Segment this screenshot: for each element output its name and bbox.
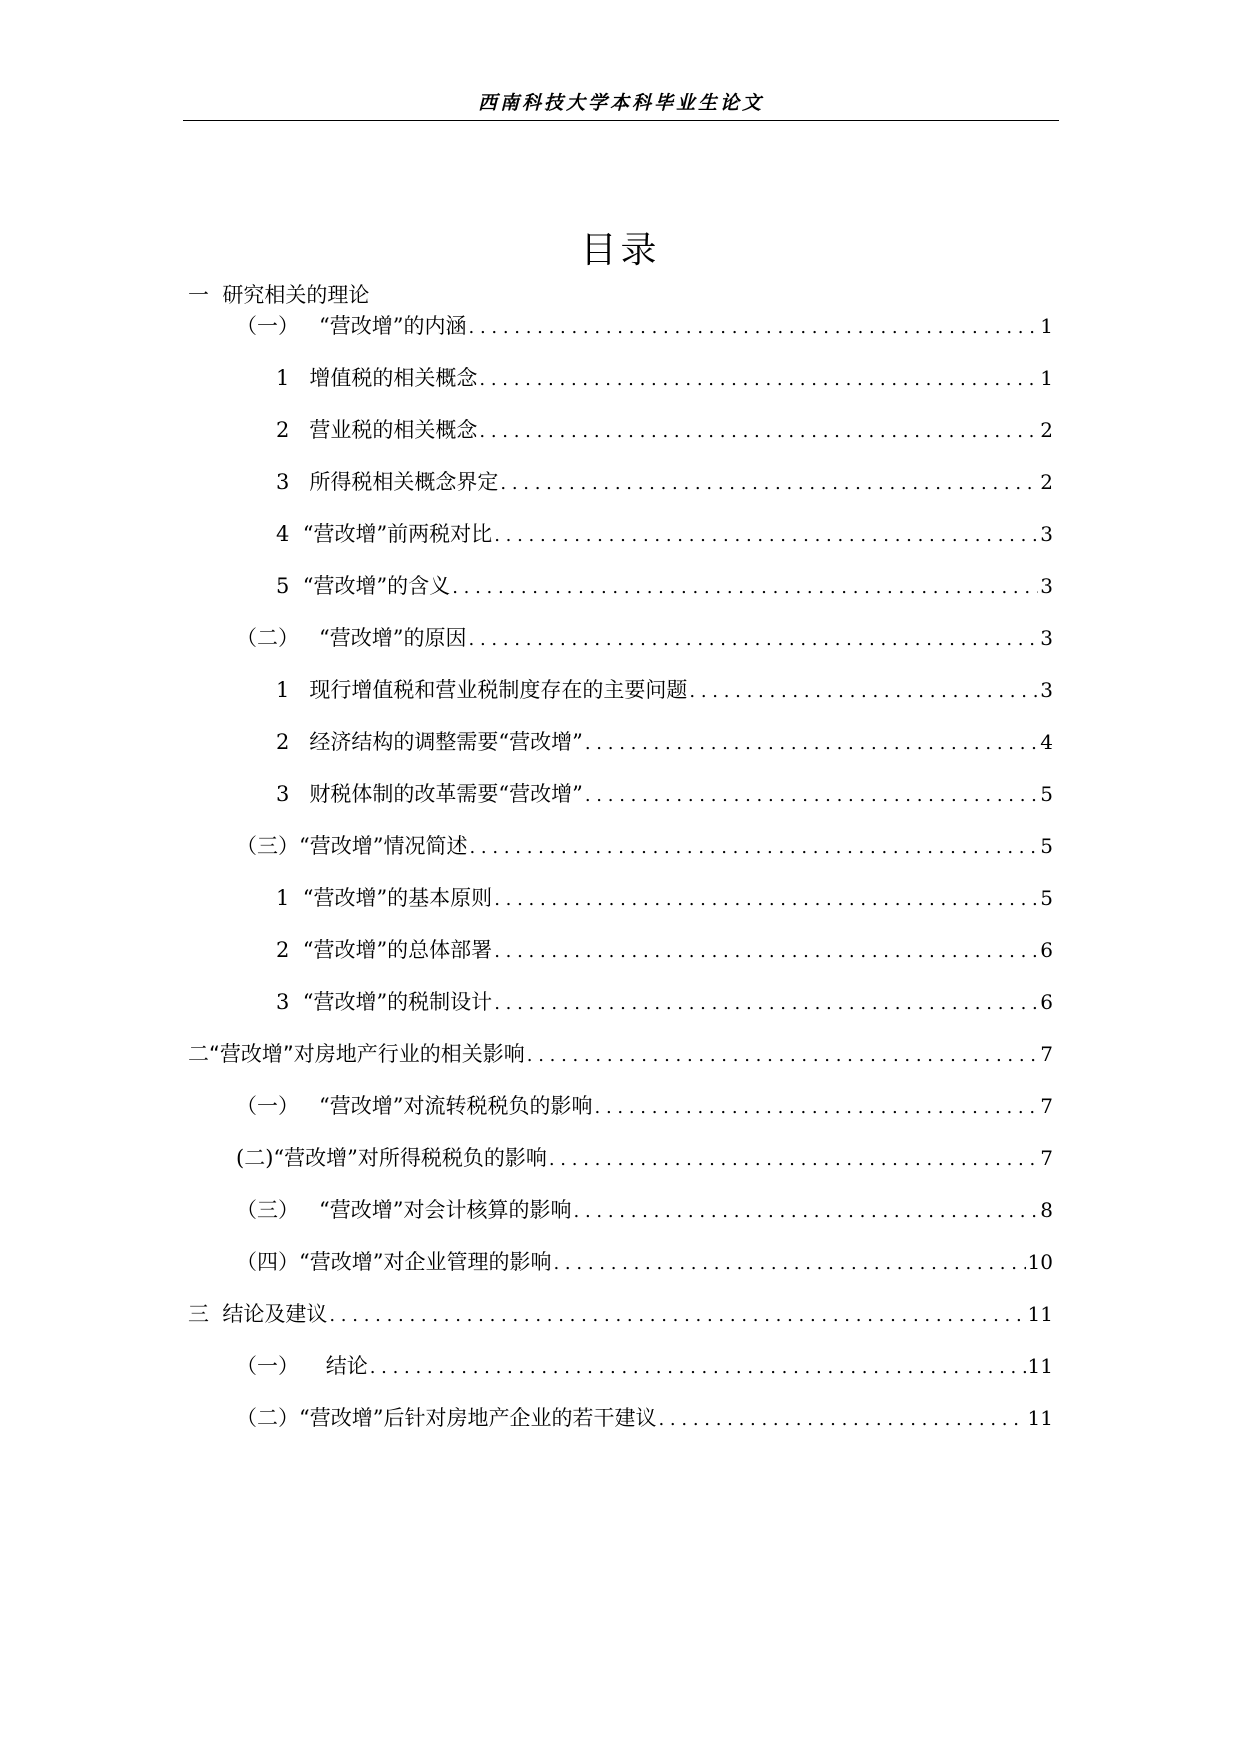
toc-entry-text: （一） “营改增”对流转税税负的影响 [236,1094,593,1118]
toc-entry[interactable] [236,1403,1053,1433]
toc-page-number: 10 [1027,1250,1053,1274]
toc-leader-dots [658,1405,1025,1435]
toc-leader-dots [494,937,1038,967]
toc-leader-dots [585,729,1038,759]
toc-entry[interactable] [276,363,1053,393]
toc-entry-text: 1 “营改增”的基本原则 [276,886,493,910]
page-title: 目录 [580,230,661,271]
toc-page-number: 4 [1040,730,1053,754]
toc-leader-dots [452,573,1038,603]
toc-leader-dots [494,989,1038,1019]
toc-entry[interactable] [276,727,1053,757]
header-rule [183,120,1059,121]
toc-page-number: 6 [1040,938,1053,962]
toc-entry-text: 3 所得税相关概念界定 [276,470,499,494]
toc-page-number: 3 [1040,626,1053,650]
toc-entry-text: （三）“营改增”情况简述 [236,834,468,858]
toc-entry[interactable] [276,883,1053,913]
toc-entry[interactable] [276,571,1053,601]
toc-page-number: 3 [1040,522,1053,546]
toc-leader-dots [553,1249,1025,1279]
toc-leader-dots [469,313,1039,343]
toc-entry-text: 二“营改增”对房地产行业的相关影响 [188,1042,525,1066]
toc-page-number: 11 [1027,1406,1053,1430]
toc-entry[interactable] [236,623,1053,653]
toc-entry-text: （四）“营改增”对企业管理的影响 [236,1250,552,1274]
toc-entry-text: 2 “营改增”的总体部署 [276,938,493,962]
toc-entry[interactable] [188,280,1053,310]
toc-page-number: 1 [1040,314,1053,338]
toc-entry-text: 2 营业税的相关概念 [276,418,478,442]
toc-entry-text: 2 经济结构的调整需要“营改增” [276,730,583,754]
toc-leader-dots [370,1353,1026,1383]
toc-leader-dots [595,1093,1039,1123]
toc-entry[interactable] [236,311,1053,341]
toc-page-number: 8 [1040,1198,1053,1222]
toc-page-number: 3 [1040,574,1053,598]
toc-entry[interactable] [276,935,1053,965]
toc-entry[interactable] [188,1299,1053,1329]
toc-entry-text: 3 财税体制的改革需要“营改增” [276,782,583,806]
toc-entry-text: （一） “营改增”的内涵 [236,314,467,338]
toc-leader-dots [494,885,1038,915]
toc-page-number: 5 [1040,886,1053,910]
toc-page-number: 3 [1040,678,1053,702]
toc-page-number: 7 [1040,1094,1053,1118]
toc-entry[interactable] [236,1091,1053,1121]
toc-entry[interactable] [236,1195,1053,1225]
toc-entry[interactable] [236,1143,1053,1173]
toc-entry-text: （一） 结论 [236,1354,368,1378]
toc-leader-dots [469,625,1039,655]
toc-page-number: 2 [1040,418,1053,442]
toc-entry-text: 1 增值税的相关概念 [276,366,478,390]
toc-page-number: 11 [1027,1354,1053,1378]
toc-entry[interactable] [236,1247,1053,1277]
toc-entry-text: (二)“营改增”对所得税税负的影响 [236,1146,547,1170]
toc-page-number: 11 [1027,1302,1053,1326]
toc-entry[interactable] [236,1351,1053,1381]
toc-page-number: 1 [1040,366,1053,390]
toc-entry[interactable] [276,987,1053,1017]
toc-leader-dots [500,469,1038,499]
toc-leader-dots [479,417,1038,447]
toc-leader-dots [469,833,1038,863]
toc-page-number: 6 [1040,990,1053,1014]
toc-entry[interactable] [276,519,1053,549]
toc-page-number: 2 [1040,470,1053,494]
toc-entry[interactable] [188,1039,1053,1069]
toc-entry-text: 三 结论及建议 [188,1302,328,1326]
toc-entry[interactable] [276,779,1053,809]
toc-leader-dots [585,781,1038,811]
toc-page-number: 5 [1040,782,1053,806]
toc-page-number: 5 [1040,834,1053,858]
toc-leader-dots [574,1197,1039,1227]
toc-leader-dots [527,1041,1039,1071]
toc-leader-dots [689,677,1038,707]
toc-entry-text: （二）“营改增”后针对房地产企业的若干建议 [236,1406,657,1430]
toc-leader-dots [549,1145,1038,1175]
toc-entry-text: 4 “营改增”前两税对比 [276,522,493,546]
toc-entry[interactable] [236,831,1053,861]
toc-page-number: 7 [1040,1042,1053,1066]
toc-entry-text: 1 现行增值税和营业税制度存在的主要问题 [276,678,688,702]
toc-entry[interactable] [276,467,1053,497]
toc-page-number: 7 [1040,1146,1053,1170]
toc-entry-text: 3 “营改增”的税制设计 [276,990,493,1014]
toc-entry[interactable] [276,415,1053,445]
toc-leader-dots [494,521,1038,551]
toc-entry-text: 一 研究相关的理论 [188,283,370,307]
toc-leader-dots [479,365,1038,395]
toc-entry-text: 5 “营改增”的含义 [276,574,451,598]
toc-entry-text: （三） “营改增”对会计核算的影响 [236,1198,572,1222]
toc-entry-text: （二） “营改增”的原因 [236,626,467,650]
toc-leader-dots [329,1301,1025,1331]
toc-entry[interactable] [276,675,1053,705]
running-header: 西南科技大学本科毕业生论文 [477,92,764,114]
